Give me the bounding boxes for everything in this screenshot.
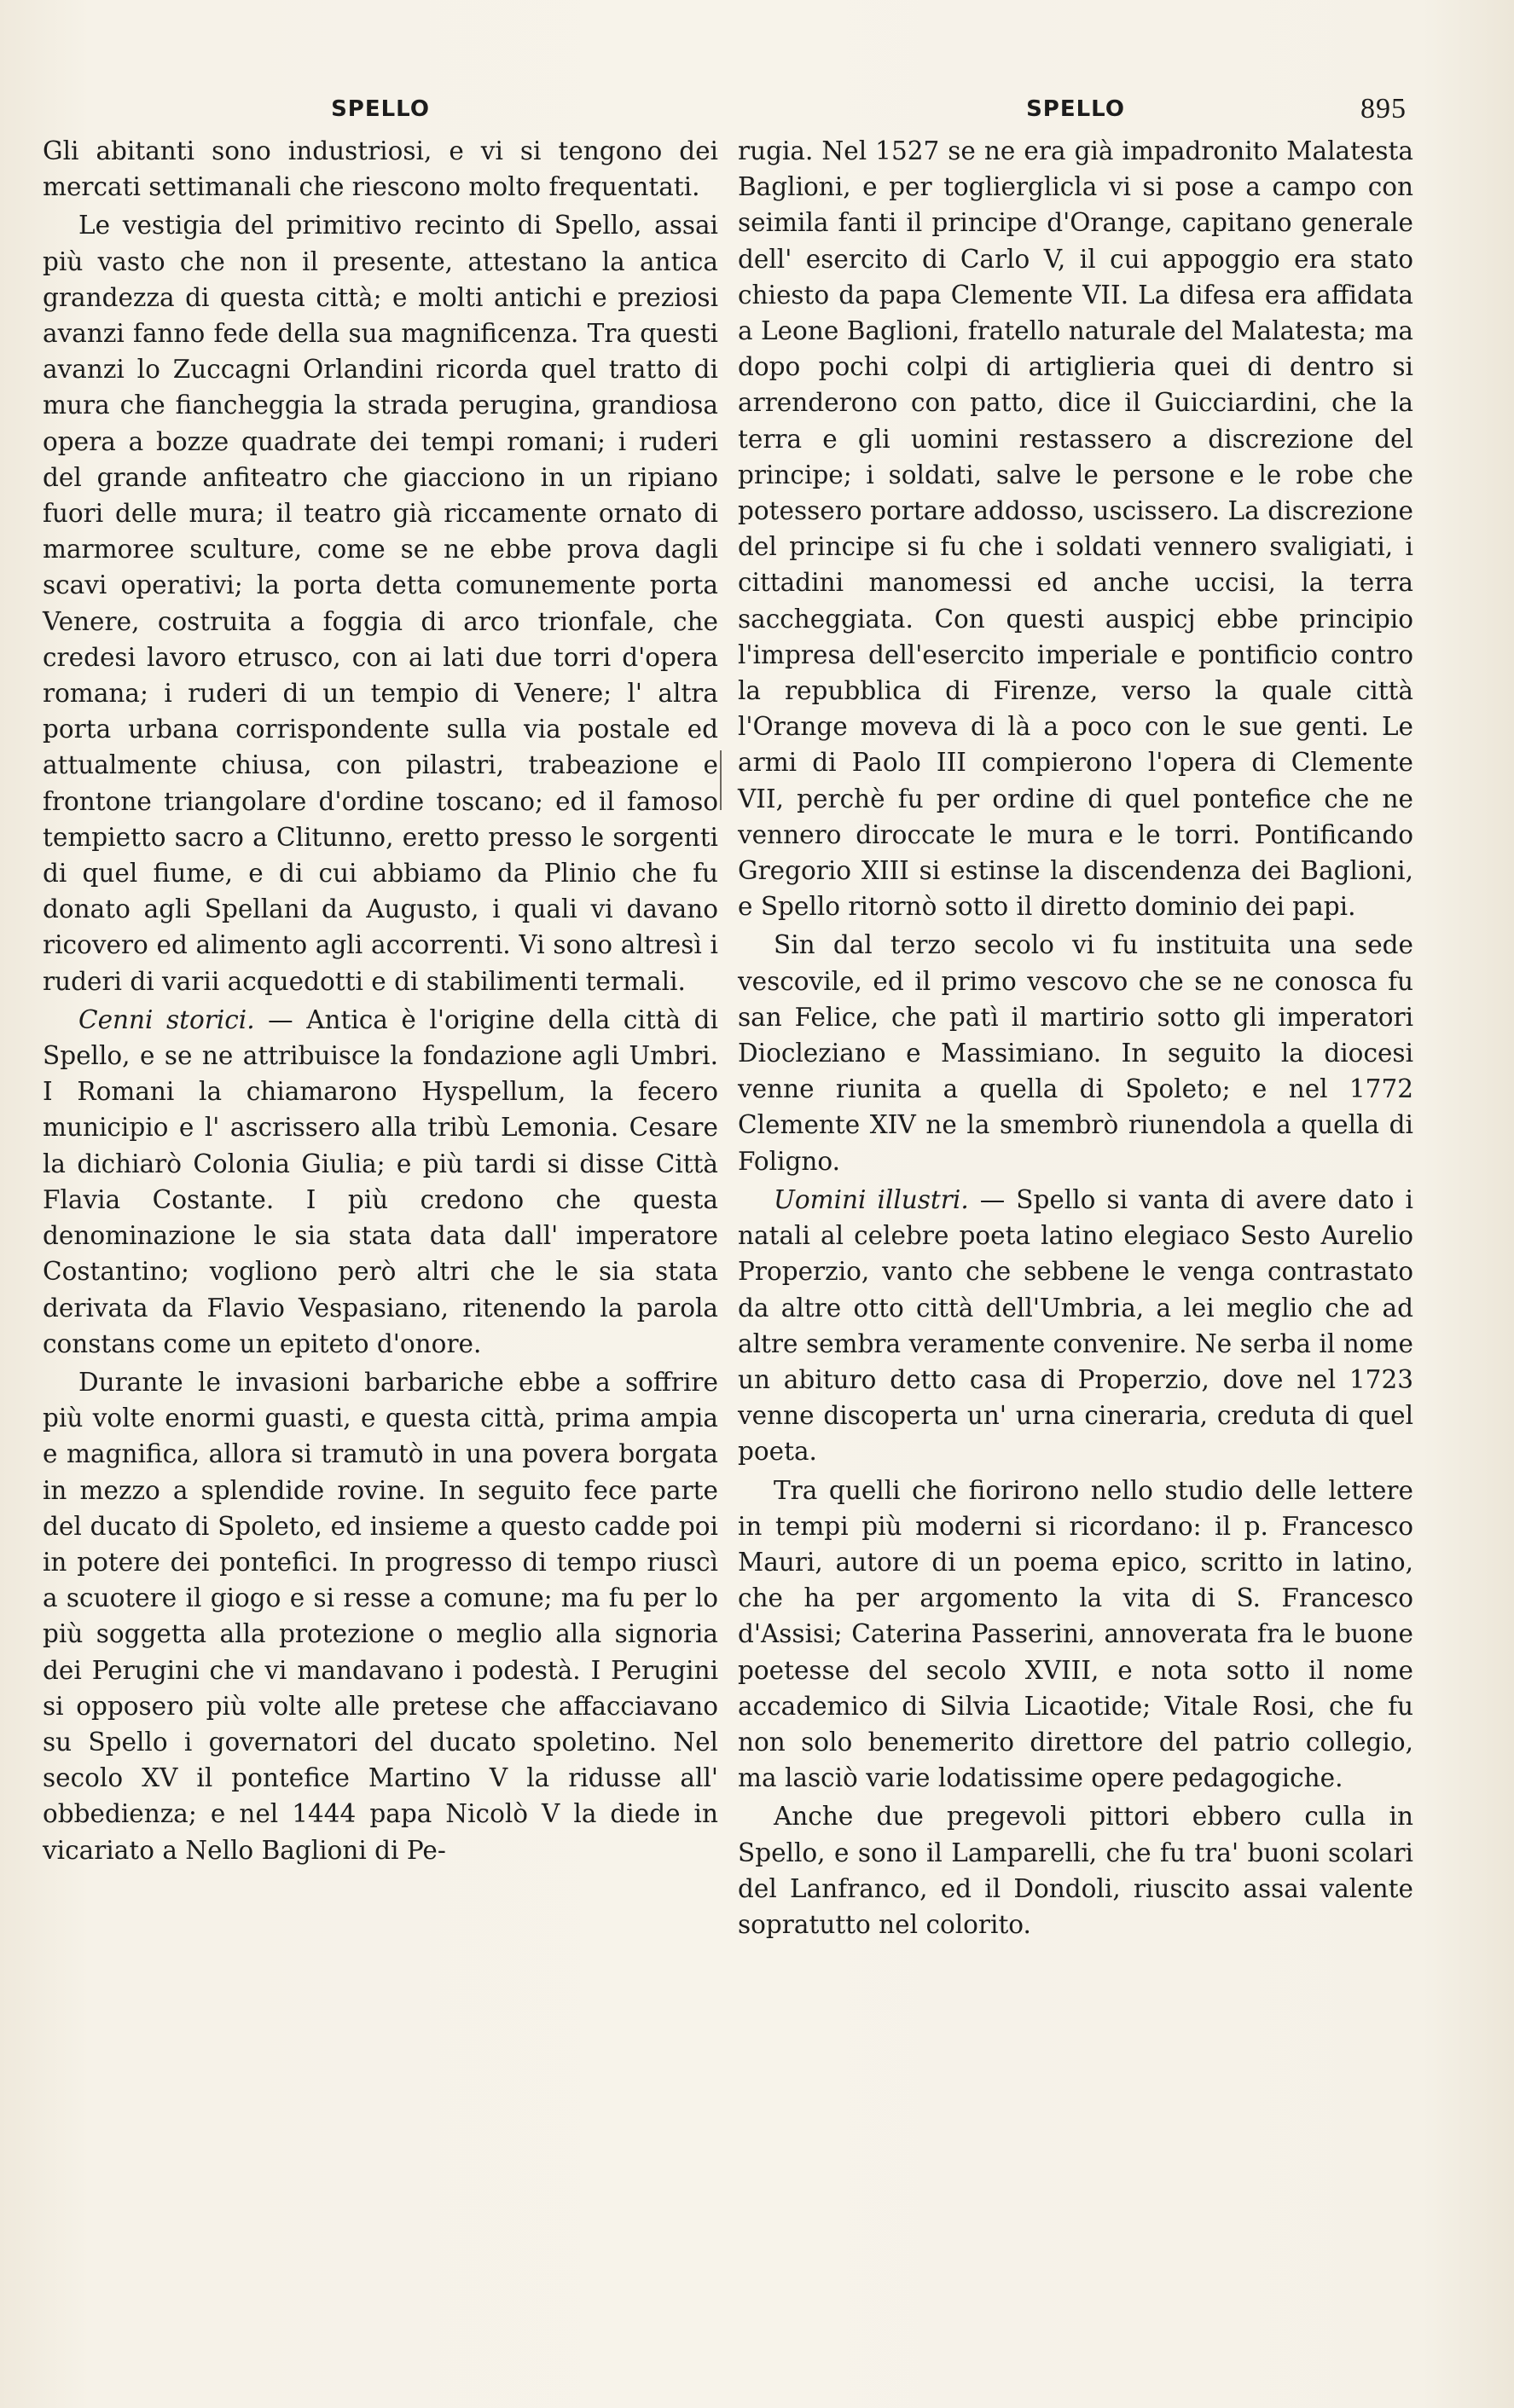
paragraph-bishopric: [738, 927, 1413, 1178]
paragraph-letters: [738, 1473, 1413, 1797]
running-head-right: [738, 85, 1413, 133]
paragraph-text: Le vestigia del primitivo recinto di Spello, assai più vasto che non il presente, attestano la antica grandezza di questa città; e molti antichi e preziosi avanzi fanno fede della sua magnificenza. Tra questi avanzi lo Zuccagni Orlandini ricorda quel tratto di mura che fiancheggia la strada perugina, grandiosa opera a bozze quadrate dei tempi romani; i ruderi del grande anfiteatro che giacciono in un ripiano fuori delle mura; il teatro già riccamente ornato di marmoree sculture, come se ne ebbe prova dagli scavi operativi; la porta detta comunemente porta Venere, costruita a foggia di arco trionfale, che credesi lavoro etrusco, con ai lati due torri d'opera romana; i ruderi di un tempio di Venere; l' altra porta urbana corrispondente sulla via postale ed attualmente chiusa, con pilastri, trabeazione e frontone triangolare d'ordine toscano; ed il famoso tempietto sacro a Clitunno, eretto presso le sorgenti di quel fiume, e di cui abbiamo da Plinio che fu donato agli Spellani da Augusto, i quali vi davano ricovero ed alimento agli accorrenti. Vi sono altresì i ruderi di varii acquedotti e di stabilimenti termali.: [43, 211, 718, 996]
right-column-text: [738, 133, 1413, 1942]
paragraph-barbarian-invasions: [43, 1364, 718, 1868]
running-head-right-title: SPELLO: [1026, 96, 1125, 122]
left-column-text: [43, 133, 718, 1868]
paragraph-vestiges: [43, 207, 718, 999]
paragraph-illustrious-men: [738, 1182, 1413, 1470]
paragraph-painters: [738, 1798, 1413, 1942]
paragraph-text: — Antica è l'origine della città di Spello, e se ne attribuisce la fondazione agli Umbri. I Romani la chiamarono Hyspellum, la fecero municipio e l' ascrissero alla tribù Lemonia. Cesare la dichiarò Colonia Giulia; e più tardi si disse Città Flavia Costante. I più credono che questa denominazione le sia stata data dall' imperatore Costantino; vogliono però altri che le sia stata derivata da Flavio Vespasiano, ritenendo la parola constans come un epiteto d'onore.: [43, 1004, 718, 1358]
running-head-left: [43, 85, 718, 133]
paragraph-text: — Spello si vanta di avere dato i natali al celebre poeta latino elegiaco Sesto Aurelio Properzio, vanto che sebbene le venga contrastato da altre otto città dell'Umbria, a lei meglio che ad altre sembra veramente convenire. Ne serba il nome un abituro detto casa di Properzio, dove nel 1723 venne discoperta un' urna cineraria, creduta di quel poeta.: [738, 1184, 1413, 1467]
paragraph-text: Sin dal terzo secolo vi fu instituita una sede vescovile, ed il primo vescovo che se ne conosca fu san Felice, che patì il martirio sotto gli imperatori Diocleziano e Massimiano. In seguito la diocesi venne riunita a quella di Spoleto; e nel 1772 Clemente XIV ne la smembrò riunendola a quella di Foligno.: [738, 930, 1413, 1176]
paragraph-text: Durante le invasioni barbariche ebbe a soffrire più volte enormi guasti, e questa città, prima ampia e magnifica, allora si tramutò in una povera borgata in mezzo a splendide rovine. In seguito fece parte del ducato di Spoleto, ed insieme a questo cadde poi in potere dei pontefici. In progresso di tempo riuscì a scuotere il giogo e si resse a comune; ma fu per lo più soggetta alla protezione o meglio alla signoria dei Perugini che vi mandavano i podestà. I Perugini si opposero più volte alle pretese che affacciavano su Spello i governatori del ducato spoletino. Nel secolo XV il pontefice Martino V la ridusse all' obbedienza; e nel 1444 papa Nicolò V la diede in vicariato a Nello Baglioni di Pe-: [43, 1367, 718, 1865]
left-column: [43, 85, 718, 1871]
paragraph-text: rugia. Nel 1527 se ne era già impadronito Malatesta Baglioni, e per toglierglicla vi si pose a campo con seimila fanti il principe d'Orange, capitano generale dell' esercito di Carlo V, il cui appoggio era stato chiesto da papa Clemente VII. La difesa era affidata a Leone Baglioni, fratello naturale del Malatesta; ma dopo pochi colpi di artiglieria quei di dentro si arrenderono con patto, dice il Guicciardini, che la terra e gli uomini restassero a discrezione del principe; i soldati, salve le persone e le robe che potessero portare addosso, uscissero. La discrezione del principe si fu che i soldati vennero svaligiati, i cittadini manomessi ed anche uccisi, la terra saccheggiata. Con questi auspicj ebbe principio l'impresa dell'esercito imperiale e pontificio contro la repubblica di Firenze, verso la quale città l'Orange moveva di là a poco con le sue genti. Le armi di Paolo III compierono l'opera di Clemente VII, perchè fu per ordine di quel pontefice che ne vennero diroccate le mura e le torri. Pontificando Gregorio XIII si estinse la discendenza dei Baglioni, e Spello ritornò sotto il diretto dominio dei papi.: [738, 136, 1413, 922]
right-column: [738, 85, 1413, 1945]
page-number: 895: [1360, 93, 1407, 124]
paragraph-text: Gli abitanti sono industriosi, e vi si tengono dei mercati settimanali che riescono molto frequentati.: [43, 136, 718, 202]
column-divider: [720, 750, 722, 810]
paragraph-historical-notes: [43, 1002, 718, 1362]
paragraph-malatesta: [738, 133, 1413, 924]
running-head-left-title: SPELLO: [331, 96, 430, 122]
paragraph-text: Anche due pregevoli pittori ebbero culla in Spello, e sono il Lamparelli, che fu tra' buoni scolari del Lanfranco, ed il Dondoli, riuscito assai valente sopratutto nel colorito.: [738, 1802, 1413, 1939]
section-heading-cenni-storici: Cenni storici.: [78, 1004, 255, 1034]
paragraph-inhabitants: [43, 133, 718, 205]
paragraph-text: Tra quelli che fiorirono nello studio delle lettere in tempi più moderni si ricordano: il p. Francesco Mauri, autore di un poema epico, scritto in latino, che ha per argomento la vita di S. Francesco d'Assisi; Caterina Passerini, annoverata fra le buone poetesse del secolo XVIII, e nota sotto il nome accademico di Silvia Licaotide; Vitale Rosi, che fu non solo benemerito direttore del patrio collegio, ma lasciò varie lodatissime opere pedagogiche.: [738, 1475, 1413, 1793]
section-heading-uomini-illustri: Uomini illustri.: [774, 1184, 969, 1214]
